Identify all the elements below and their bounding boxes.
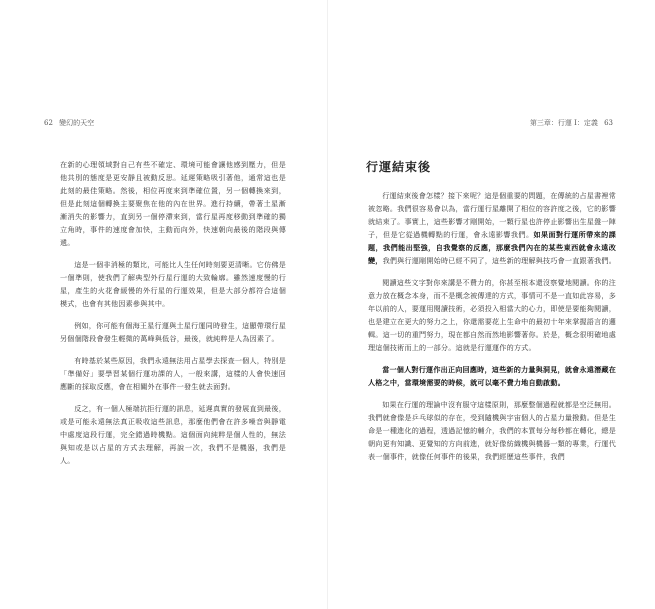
right-paragraph-3 xyxy=(368,363,616,389)
right-paragraph-1-bold: 如果面對行運所帶來的課題，我們能出堅強，自我覺察的反應，那麼我們內在的某些東西就會永遠改變， xyxy=(368,230,616,265)
section-title: 行運結束後 xyxy=(366,160,432,174)
right-paragraph-2-text: 閱讀這些文字對你來講是不費力的，你甚至根本還沒察覺地閱讀。你的注意力放在概念本身，而不是概念被傳達的方式，事情可不是一直如此容易，多年以前的人，要運用閱讀技術，必須投入相當大的心力，即使是要能夠閱讀，也是建立在更大的努力之上，你還需要花上生命中的最初十年來掌握語言的邏輯。這一切的重鬥努力，現在都自然而然地影響著你。於是，概念很明確地處理這個技術而上的一部分。這就是行運運作的方式。 xyxy=(368,278,616,352)
right-running-head: 第三章：行運 I：定義 xyxy=(529,119,598,127)
left-paragraph-4: 有時基於某些原因，我們永遠無法用占星學去探查一個人，特別是「準備好」要學習某個行運功課的人，一般來講，這樣的人會快速回應斷的採取反應，會在相關外在事件一發生就去面對。 xyxy=(60,356,286,391)
left-page-number: 62 xyxy=(44,119,53,127)
right-running-header xyxy=(530,118,617,128)
left-paragraph-3: 例如，你可能有個海王星行運與土星行運同時發生，這顯帶環行星另個個階段會發生輕微的萬峰與低谷，最後，就純粹是人為因素了。 xyxy=(60,321,286,343)
right-paragraph-3-bold: 當一個人對行運作出正向回應時，這些新的力量與洞見，就會永遠潛藏在人格之中，當環境需要的時候，就可以毫不費力地自動啟動。 xyxy=(368,365,616,387)
right-page-body xyxy=(368,158,616,472)
right-paragraph-2 xyxy=(368,276,616,354)
left-page-body xyxy=(60,158,286,476)
left-running-head: 變幻的天空 xyxy=(59,119,95,127)
left-paragraph-2: 這是一個非消極的類比，可能比人生任何時刻要更清晰。它仿佛是一個準則，使我們了解典型外行星行運的大致輪廓。雖然速度慢的行星，產生的火花會緩慢的外行星的行運效果，但是大部分都符合這個模式，也會有其他因素參與其中。 xyxy=(60,260,286,308)
left-paragraph-5: 反之，有一個人極端抗拒行運的訊息，延遲真實的發展直到最後，或是可能永遠無法真正吸收這些訊息，那麼他們會在許多噪音與靜電中處度這段行運，完全錯過時機點。這個面向純粹是個人性的，無法與知或是以占星的方式去理解，再說一次，我們不是機器，我們是人。 xyxy=(60,404,286,465)
right-paragraph-4 xyxy=(368,398,616,463)
left-page xyxy=(0,0,327,609)
left-running-header xyxy=(40,118,94,128)
right-paragraph-1-text: 行運結束後會怎樣？接下來呢？這是個重要的問題，在傳統的占星書裡常被忽略。我們很容易會以為，當行運行星離開了相位的容許度之後，它的影響就結束了。事實上，這些影響才剛開始，一顆行星也許停止影響出生星盤一陣子，但是它從過機轉點的行運，會永遠影響我們。 xyxy=(368,191,616,239)
right-paragraph-1 xyxy=(368,189,616,267)
right-paragraph-1-tail: 我們與行運剛開始時已經不同了，這些新的理解與技巧會一直跟著我們。 xyxy=(382,256,616,265)
right-page xyxy=(328,0,655,609)
right-paragraph-4-text: 如果在行運的理論中沒有服守這樣原則，那麼整個過程就都是空泛無用。我們就會像是乒乓球似的存在，受到隨機與宇宙個人的占星力量撥動。但是生命是一種進化的過程，透過記憶的輔介，我們的本質每分每秒都在轉化，總是朝向更有知識、更覺知的方向前進，就好像紡織機與機器一類的專業，行運代表一個事件，就像任何事件的後果，我們經歷這些事件，我們 xyxy=(368,400,616,461)
left-paragraph-1: 在新的心理領域對自己有些不確定、環境可能會讓他感到壓力，但是他共別的態度是更安靜且被動反思。延遲策略吸引著他，通常這也是此刻的最佳策略。然後，相位再度來到準確位置，另一個轉換來到，但是此刻這個轉換主要聚焦在他的內在世界。進行持續，帶著土星漸漸消失的影響力，直到另一個停滯來到，當行星再度移動到準確的獨立角時，事件的速度會加快，主動而向外，快速朝向最後的階段與傳遞。 xyxy=(60,160,286,247)
right-page-number: 63 xyxy=(604,119,613,127)
